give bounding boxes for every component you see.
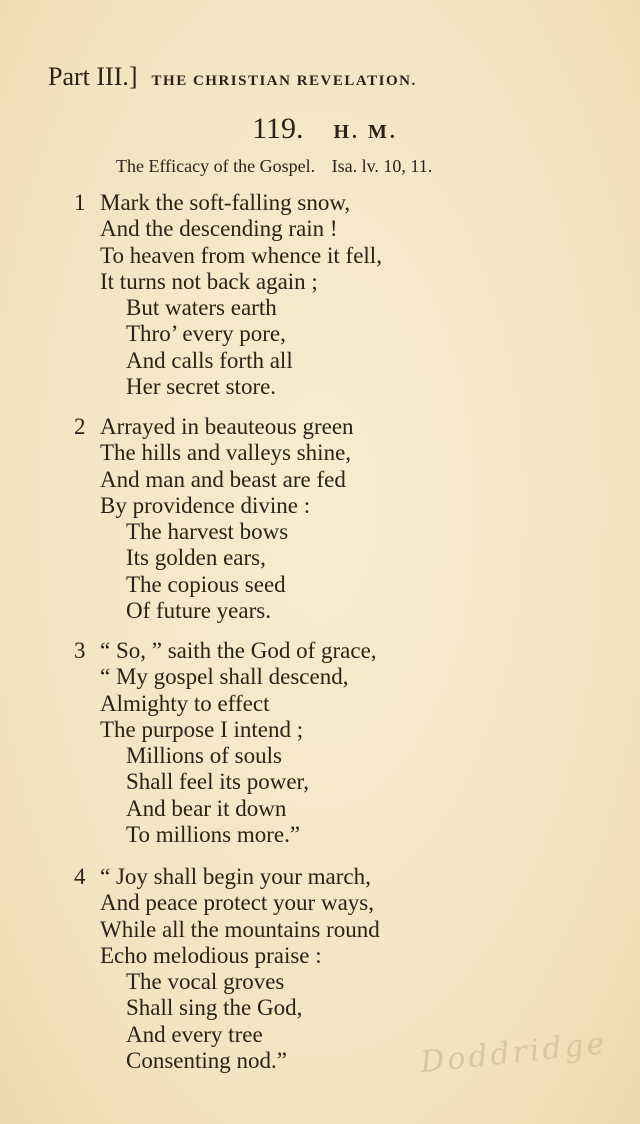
verse-text: And every tree xyxy=(126,1021,263,1047)
verse-text: Shall sing the God, xyxy=(126,995,303,1021)
verse-line xyxy=(74,995,614,1021)
stanza-1 xyxy=(74,190,614,400)
verse-text: But waters earth xyxy=(126,295,277,321)
verse-line xyxy=(74,321,614,347)
verse-line xyxy=(74,822,614,848)
subtitle-text: The Efficacy of the Gospel. xyxy=(116,156,316,176)
verse-text: To millions more.” xyxy=(126,822,301,848)
hymn-heading xyxy=(0,112,640,146)
verse-line xyxy=(74,743,614,769)
verse-line xyxy=(74,943,614,969)
verse-line xyxy=(74,545,614,571)
verse-line xyxy=(74,190,614,216)
verse-text: Mark the soft-falling snow, xyxy=(100,190,351,215)
verse-line xyxy=(74,295,614,321)
verse-line xyxy=(74,717,614,743)
stanza-number: 4 xyxy=(74,864,86,889)
verse-line xyxy=(74,216,614,242)
verse-line xyxy=(74,638,614,664)
verse-line xyxy=(74,243,614,269)
verse-text: The harvest bows xyxy=(126,519,289,545)
verse-text: The purpose I intend ; xyxy=(100,716,304,742)
verse-text: Its golden ears, xyxy=(126,545,266,571)
verse-line xyxy=(74,691,614,717)
verse-line xyxy=(74,890,614,916)
verse-line xyxy=(74,414,614,440)
verse-line xyxy=(74,572,614,598)
verse-text: By providence divine : xyxy=(100,492,311,518)
verse-text: “ My gospel shall descend, xyxy=(100,664,349,690)
verse-text: The copious seed xyxy=(126,571,286,597)
verse-text: The hills and valleys shine, xyxy=(100,440,352,466)
verse-text: And bear it down xyxy=(126,795,287,821)
verse-line xyxy=(74,467,614,493)
verse-text: And calls forth all xyxy=(126,347,293,373)
verse-text: It turns not back again ; xyxy=(100,268,318,294)
verse-text: The vocal groves xyxy=(126,969,285,995)
verse-line xyxy=(74,519,614,545)
hymn-meter: H. M. xyxy=(333,121,398,143)
verse-text: And the descending rain ! xyxy=(100,216,338,242)
verse-line xyxy=(74,598,614,624)
verse-line xyxy=(74,664,614,690)
verse-line xyxy=(74,864,614,890)
verse-text: Echo melodious praise : xyxy=(100,942,322,968)
scripture-reference: Isa. lv. 10, 11. xyxy=(331,156,433,176)
section-title: THE CHRISTIAN REVELATION. xyxy=(151,73,417,89)
verse-text: Consenting nod.” xyxy=(126,1048,287,1074)
verse-line xyxy=(74,269,614,295)
part-label: Part III.] xyxy=(48,62,138,91)
stanza-number: 1 xyxy=(74,190,86,215)
verse-line xyxy=(74,796,614,822)
verse-text: Almighty to effect xyxy=(100,690,270,716)
verse-text: Arrayed in beauteous green xyxy=(100,414,354,439)
stanza-2 xyxy=(74,414,614,624)
stanza-3 xyxy=(74,638,614,848)
stanza-number: 2 xyxy=(74,414,86,439)
verse-text: “ So, ” saith the God of grace, xyxy=(100,638,377,663)
verse-line xyxy=(74,969,614,995)
verse-text: “ Joy shall begin your march, xyxy=(100,864,371,889)
verse-line xyxy=(74,917,614,943)
verse-text: Her secret store. xyxy=(126,374,277,400)
verse-text: And peace protect your ways, xyxy=(100,890,374,916)
verse-text: And man and beast are fed xyxy=(100,466,346,492)
verse-line xyxy=(74,493,614,519)
verse-text: Shall feel its power, xyxy=(126,769,310,795)
verse-line xyxy=(74,769,614,795)
hymn-number: 119. xyxy=(252,112,304,145)
faded-signature: Doddridge xyxy=(418,1025,609,1081)
verse-line xyxy=(74,440,614,466)
verse-text: Thro’ every pore, xyxy=(126,321,286,347)
verse-line xyxy=(74,374,614,400)
running-header xyxy=(48,62,608,92)
hymn-subtitle xyxy=(116,156,536,177)
verse-line xyxy=(74,348,614,374)
verse-text: Of future years. xyxy=(126,598,271,624)
verse-text: While all the mountains round xyxy=(100,916,380,942)
verse-text: Millions of souls xyxy=(126,743,282,769)
verse-text: To heaven from whence it fell, xyxy=(100,242,382,268)
stanza-number: 3 xyxy=(74,638,86,663)
